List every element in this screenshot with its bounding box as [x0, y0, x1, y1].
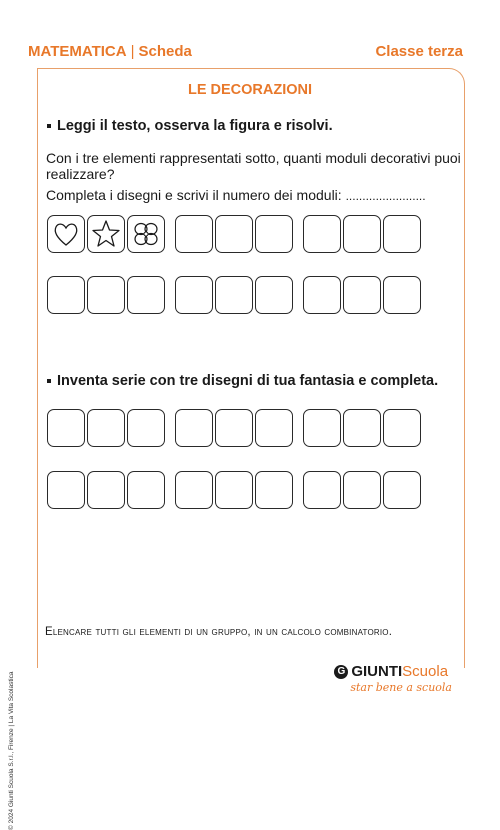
- module-box[interactable]: [47, 409, 85, 447]
- module-box: [87, 215, 125, 253]
- module-group: [175, 215, 293, 253]
- brand-school: Scuola: [402, 663, 449, 680]
- module-box[interactable]: [383, 276, 421, 314]
- module-box[interactable]: [255, 215, 293, 253]
- copyright-text: © 2024 Giunti Scuola S.r.l., Firenze | La Vita Scolastica: [8, 671, 15, 830]
- module-group: [303, 215, 421, 253]
- module-box[interactable]: [255, 471, 293, 509]
- answer-blank[interactable]: ........................: [345, 189, 426, 203]
- publisher-logo: [334, 663, 452, 694]
- module-box[interactable]: [127, 409, 165, 447]
- module-box[interactable]: [127, 276, 165, 314]
- module-box[interactable]: [303, 471, 341, 509]
- module-group: [47, 471, 165, 509]
- module-group: [303, 471, 421, 509]
- instruction-2: [47, 373, 438, 389]
- question-text: Con i tre elementi rappresentati sotto, quanti moduli decorativi puoi realizzare?: [46, 150, 461, 182]
- instruction-1: [47, 118, 333, 134]
- module-box[interactable]: [215, 215, 253, 253]
- module-box[interactable]: [215, 276, 253, 314]
- task-line: [46, 187, 466, 204]
- task-text: Completa i disegni e scrivi il numero dei moduli:: [46, 187, 342, 203]
- module-box[interactable]: [383, 409, 421, 447]
- module-box[interactable]: [383, 215, 421, 253]
- giunti-logo-icon: G: [334, 665, 348, 679]
- grade-label: Classe terza: [375, 43, 463, 60]
- brand-line: [334, 663, 452, 680]
- module-box: [47, 215, 85, 253]
- module-group: [303, 276, 421, 314]
- module-box[interactable]: [175, 215, 213, 253]
- module-box[interactable]: [47, 276, 85, 314]
- heart-icon: [51, 219, 81, 249]
- footer-note: Elencare tutti gli elementi di un gruppo, in un calcolo combinatorio.: [45, 626, 393, 638]
- brand-name: GIUNTI: [351, 663, 403, 680]
- star-icon: [90, 218, 122, 250]
- flower-icon: [131, 219, 161, 249]
- module-group: [47, 409, 165, 447]
- module-box: [127, 215, 165, 253]
- subject-label: MATEMATICA: [28, 43, 127, 60]
- module-box[interactable]: [303, 409, 341, 447]
- instruction-2-text: Inventa serie con tre disegni di tua fantasia e completa.: [57, 373, 439, 389]
- module-box[interactable]: [343, 215, 381, 253]
- module-group: [175, 276, 293, 314]
- module-box[interactable]: [343, 409, 381, 447]
- module-box[interactable]: [255, 276, 293, 314]
- module-row-2: [47, 276, 431, 314]
- module-box[interactable]: [127, 471, 165, 509]
- module-group: [175, 409, 293, 447]
- module-row-4: [47, 471, 431, 509]
- page-title: LE DECORAZIONI: [187, 82, 313, 98]
- module-box[interactable]: [215, 409, 253, 447]
- module-box[interactable]: [47, 471, 85, 509]
- module-box[interactable]: [343, 276, 381, 314]
- module-group: [47, 215, 165, 253]
- module-box[interactable]: [343, 471, 381, 509]
- module-box[interactable]: [303, 276, 341, 314]
- module-box[interactable]: [255, 409, 293, 447]
- module-box[interactable]: [175, 471, 213, 509]
- module-box[interactable]: [215, 471, 253, 509]
- module-group: [47, 276, 165, 314]
- bullet-icon: [47, 379, 51, 383]
- module-box[interactable]: [303, 215, 341, 253]
- module-box[interactable]: [383, 471, 421, 509]
- brand-tagline: star bene a scuola: [350, 681, 452, 694]
- header-separator: |: [130, 43, 135, 60]
- module-box[interactable]: [175, 276, 213, 314]
- module-box[interactable]: [87, 471, 125, 509]
- module-box[interactable]: [87, 409, 125, 447]
- sheet-type-label: Scheda: [138, 43, 192, 60]
- module-row-1: [47, 215, 431, 253]
- bullet-icon: [47, 124, 51, 128]
- module-box[interactable]: [87, 276, 125, 314]
- module-box[interactable]: [175, 409, 213, 447]
- module-group: [303, 409, 421, 447]
- module-row-3: [47, 409, 431, 447]
- header-subject: [28, 43, 192, 60]
- instruction-1-text: Leggi il testo, osserva la figura e risolvi.: [57, 118, 333, 134]
- module-group: [175, 471, 293, 509]
